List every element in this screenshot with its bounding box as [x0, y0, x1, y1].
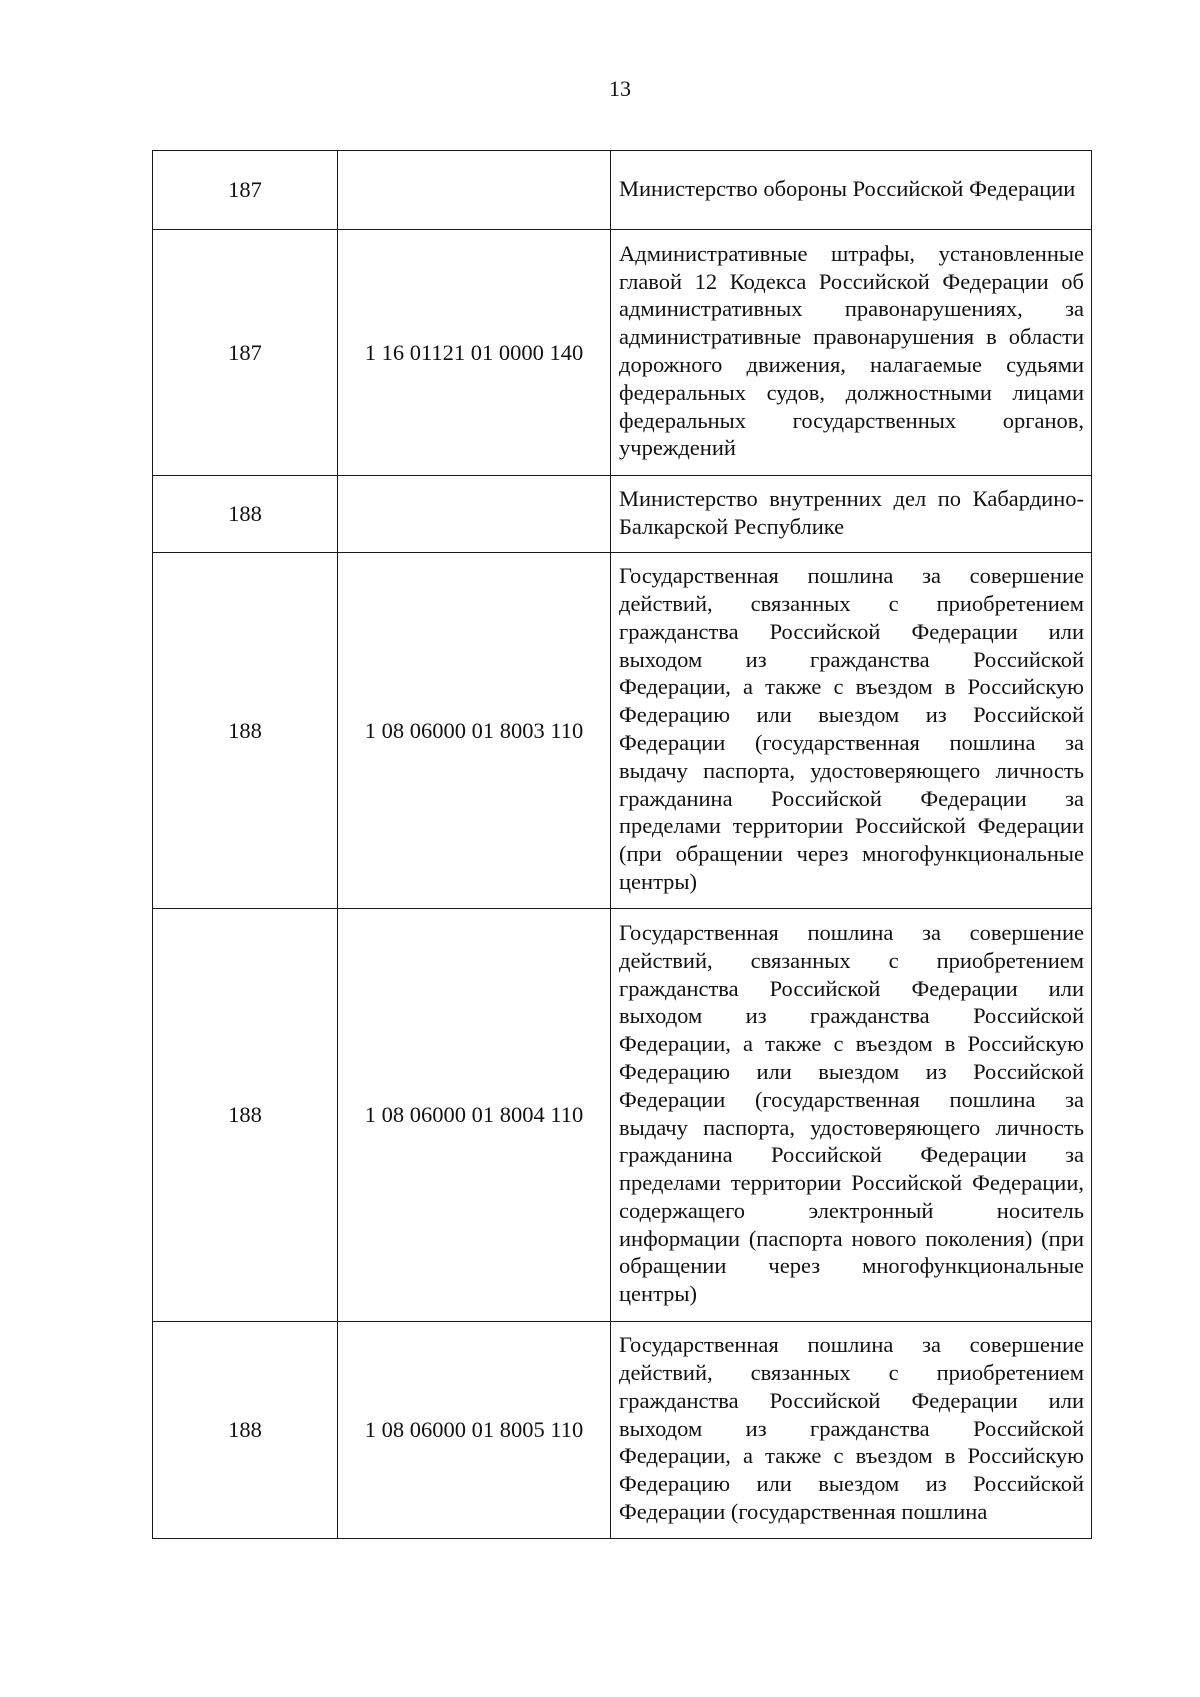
budget-code-cell: 1 08 06000 01 8003 110	[338, 553, 611, 909]
description-cell: Министерство обороны Российской Федерации	[611, 151, 1092, 230]
admin-code-cell: 187	[153, 230, 338, 476]
admin-code-cell: 188	[153, 476, 338, 553]
budget-code-cell	[338, 151, 611, 230]
table-row	[153, 553, 1092, 909]
revenue-codes-table	[152, 150, 1092, 1539]
budget-code-cell: 1 16 01121 01 0000 140	[338, 230, 611, 476]
table-row	[153, 476, 1092, 553]
budget-code-cell: 1 08 06000 01 8005 110	[338, 1322, 611, 1539]
admin-code-cell: 188	[153, 909, 338, 1322]
admin-code-cell: 188	[153, 1322, 338, 1539]
description-cell: Государственная пошлина за совершение действий, связанных с приобретением гражданства Российской Федерации или выходом из гражданства Российской Федерации, а также с въездом в Российскую Федерацию или выездом из Российской Федерации (государственная пошлина за выдачу паспорта, удостоверяющего личность гражданина Российской Федерации за пределами территории Российской Федерации, содержащего электронный носитель информации (паспорта нового поколения) (при обращении через многофункциональные центры)	[611, 909, 1092, 1322]
table-row	[153, 151, 1092, 230]
description-cell: Государственная пошлина за совершение действий, связанных с приобретением гражданства Российской Федерации или выходом из гражданства Российской Федерации, а также с въездом в Российскую Федерацию или выездом из Российской Федерации (государственная пошлина за выдачу паспорта, удостоверяющего личность гражданина Российской Федерации за пределами территории Российской Федерации (при обращении через многофункциональные центры)	[611, 553, 1092, 909]
description-cell: Административные штрафы, установленные главой 12 Кодекса Российской Федерации об административных правонарушениях, за административные правонарушения в области дорожного движения, налагаемые судьями федеральных судов, должностными лицами федеральных государственных органов, учреждений	[611, 230, 1092, 476]
page-number: 13	[609, 76, 631, 101]
description-cell: Министерство внутренних дел по Кабардино-Балкарской Республике	[611, 476, 1092, 553]
budget-code-cell	[338, 476, 611, 553]
table-row	[153, 1322, 1092, 1539]
table-row	[153, 909, 1092, 1322]
description-cell: Государственная пошлина за совершение действий, связанных с приобретением гражданства Российской Федерации или выходом из гражданства Российской Федерации, а также с въездом в Российскую Федерацию или выездом из Российской Федерации (государственная пошлина	[611, 1322, 1092, 1539]
admin-code-cell: 187	[153, 151, 338, 230]
table-row	[153, 230, 1092, 476]
budget-code-cell: 1 08 06000 01 8004 110	[338, 909, 611, 1322]
admin-code-cell: 188	[153, 553, 338, 909]
